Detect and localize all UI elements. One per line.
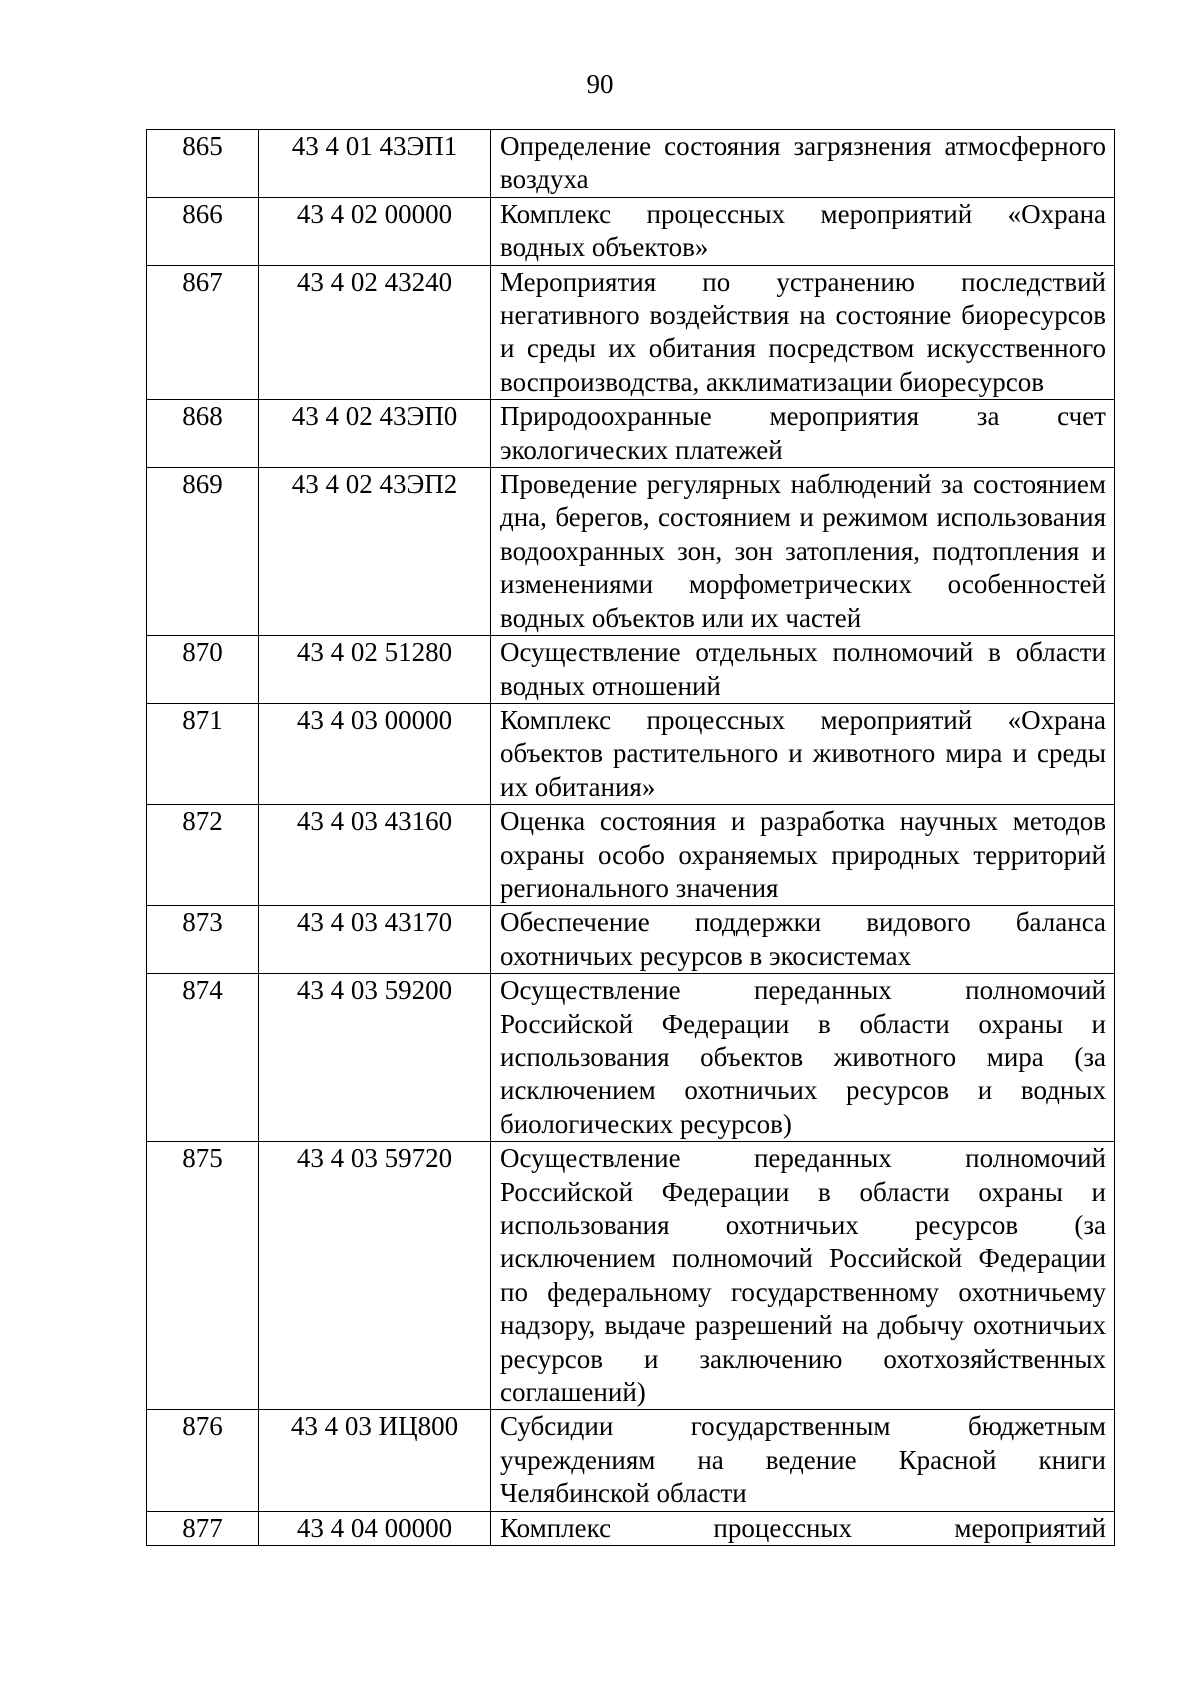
code-cell: 43 4 02 51280: [259, 636, 491, 704]
description-cell: Субсидии государственным бюджетным учреждениям на ведение Красной книги Челябинской области: [491, 1410, 1115, 1511]
description-cell: Обеспечение поддержки видового баланса охотничьих ресурсов в экосистемах: [491, 906, 1115, 974]
code-cell: 43 4 02 43ЭП2: [259, 468, 491, 636]
code-cell: 43 4 03 43170: [259, 906, 491, 974]
row-number-cell: 875: [147, 1142, 259, 1410]
description-cell: Комплекс процессных мероприятий: [491, 1511, 1115, 1545]
description-cell: Осуществление переданных полномочий Российской Федерации в области охраны и использования объектов животного мира (за исключением охотничьих ресурсов и водных биологических ресурсов): [491, 974, 1115, 1142]
row-number-cell: 876: [147, 1410, 259, 1511]
code-cell: 43 4 02 43240: [259, 265, 491, 400]
code-cell: 43 4 03 43160: [259, 805, 491, 906]
row-number-cell: 870: [147, 636, 259, 704]
table-row: [147, 906, 1115, 974]
table-row: [147, 468, 1115, 636]
code-cell: 43 4 03 00000: [259, 703, 491, 804]
code-cell: 43 4 03 ИЦ800: [259, 1410, 491, 1511]
page-number: 90: [586, 69, 614, 99]
table-row: [147, 197, 1115, 265]
description-cell: Природоохранные мероприятия за счет экологических платежей: [491, 400, 1115, 468]
table-row: [147, 703, 1115, 804]
code-cell: 43 4 01 43ЭП1: [259, 130, 491, 198]
description-cell: Осуществление переданных полномочий Российской Федерации в области охраны и использования охотничьих ресурсов (за исключением полномочий Российской Федерации по федеральному государственному охотничьему надзору, выдаче разрешений на добычу охотничьих ресурсов и заключению охотхозяйственных соглашений): [491, 1142, 1115, 1410]
code-cell: 43 4 04 00000: [259, 1511, 491, 1545]
table-row: [147, 130, 1115, 198]
budget-code-table: [146, 129, 1115, 1546]
table-row: [147, 805, 1115, 906]
row-number-cell: 871: [147, 703, 259, 804]
row-number-cell: 865: [147, 130, 259, 198]
row-number-cell: 874: [147, 974, 259, 1142]
row-number-cell: 873: [147, 906, 259, 974]
table-row: [147, 265, 1115, 400]
code-cell: 43 4 03 59720: [259, 1142, 491, 1410]
table-row: [147, 1410, 1115, 1511]
table-row: [147, 1142, 1115, 1410]
description-cell: Комплекс процессных мероприятий «Охрана водных объектов»: [491, 197, 1115, 265]
table-row: [147, 974, 1115, 1142]
row-number-cell: 867: [147, 265, 259, 400]
code-cell: 43 4 03 59200: [259, 974, 491, 1142]
row-number-cell: 869: [147, 468, 259, 636]
table-row: [147, 636, 1115, 704]
description-cell: Мероприятия по устранению последствий негативного воздействия на состояние биоресурсов и среды их обитания посредством искусственного воспроизводства, акклиматизации биоресурсов: [491, 265, 1115, 400]
table-row: [147, 1511, 1115, 1545]
row-number-cell: 868: [147, 400, 259, 468]
code-cell: 43 4 02 00000: [259, 197, 491, 265]
description-cell: Осуществление отдельных полномочий в области водных отношений: [491, 636, 1115, 704]
row-number-cell: 866: [147, 197, 259, 265]
description-cell: Комплекс процессных мероприятий «Охрана объектов растительного и животного мира и среды их обитания»: [491, 703, 1115, 804]
row-number-cell: 872: [147, 805, 259, 906]
row-number-cell: 877: [147, 1511, 259, 1545]
code-cell: 43 4 02 43ЭП0: [259, 400, 491, 468]
description-cell: Проведение регулярных наблюдений за состоянием дна, берегов, состоянием и режимом использования водоохранных зон, зон затопления, подтопления и изменениями морфометрических особенностей водных объектов или их частей: [491, 468, 1115, 636]
description-cell: Оценка состояния и разработка научных методов охраны особо охраняемых природных территорий регионального значения: [491, 805, 1115, 906]
table-row: [147, 400, 1115, 468]
description-cell: Определение состояния загрязнения атмосферного воздуха: [491, 130, 1115, 198]
